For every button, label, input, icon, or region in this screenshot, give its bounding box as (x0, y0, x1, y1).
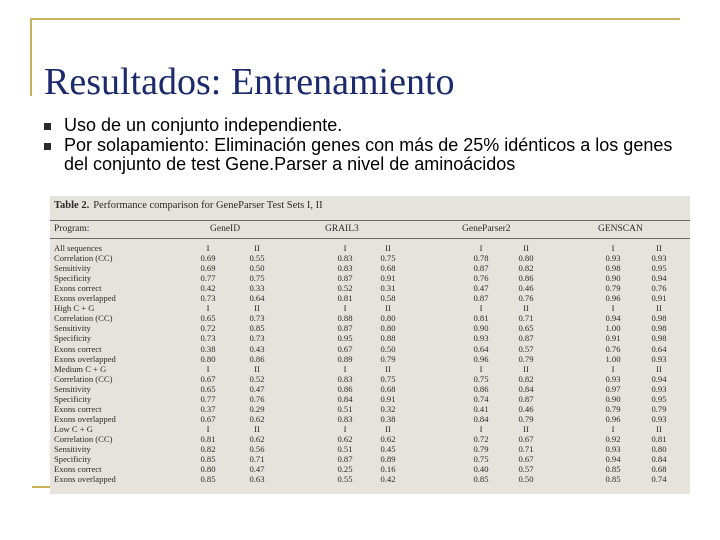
table-cell: 0.73 (200, 293, 216, 304)
table-cell: 0.96 (605, 293, 621, 304)
table-cell: 0.89 (380, 454, 396, 465)
table-cell: 0.67 (518, 433, 534, 444)
table-cell: I (206, 423, 210, 434)
table-cell: 0.51 (337, 444, 353, 454)
table-cell: 0.98 (605, 263, 621, 274)
table-row (50, 284, 690, 294)
table-cell: 0.68 (380, 383, 396, 394)
table-cell: 0.87 (337, 273, 353, 284)
table-cell: II (254, 423, 260, 434)
table-cell: 0.81 (651, 433, 667, 444)
bullet-item (44, 136, 684, 174)
table-cell: 0.87 (337, 454, 353, 465)
table-cell: 0.90 (473, 323, 489, 334)
table-cell: 0.90 (605, 273, 621, 284)
table-cell: 0.82 (200, 444, 216, 454)
table-cell: 0.96 (473, 353, 489, 364)
table-cell: I (206, 363, 210, 374)
table-cell: 0.83 (337, 263, 353, 274)
table-cell: 0.85 (200, 474, 216, 485)
table-cell: 0.96 (605, 413, 621, 424)
row-label: Sensitivity (54, 323, 91, 334)
table-cell: 0.94 (651, 273, 667, 284)
table-cell: 0.62 (249, 433, 265, 444)
header-program-genscan: GENSCAN (598, 224, 643, 234)
table-cell: 0.95 (651, 263, 667, 274)
table-cell: 0.88 (380, 333, 396, 344)
table-cell: 0.95 (651, 393, 667, 404)
table-row (50, 475, 690, 485)
row-label: Exons overlapped (54, 293, 116, 304)
table-cell: 0.71 (249, 454, 265, 465)
table-cell: 0.73 (200, 333, 216, 344)
table-cell: 0.67 (200, 413, 216, 424)
row-label: Exons correct (54, 343, 102, 354)
table-cell: 0.64 (473, 343, 489, 354)
table-cell: I (611, 423, 615, 434)
table-row (50, 445, 690, 455)
table-cell: 0.88 (337, 313, 353, 324)
table-caption-label: Table 2. (54, 200, 90, 211)
table-cell: 0.76 (651, 283, 667, 294)
table-cell: 0.68 (651, 464, 667, 475)
table-cell: 0.38 (380, 413, 396, 424)
table-cell: 0.85 (605, 464, 621, 475)
table-cell: 0.67 (200, 373, 216, 384)
row-label: Exons correct (54, 464, 102, 475)
table-cell: 0.91 (380, 273, 396, 284)
table-cell: 0.82 (518, 373, 534, 384)
table-cell: II (254, 303, 260, 314)
table-cell: 0.80 (380, 323, 396, 334)
row-label: Sensitivity (54, 263, 91, 274)
table-cell: 0.81 (473, 313, 489, 324)
table-cell: 0.47 (249, 383, 265, 394)
table-cell: 0.80 (200, 353, 216, 364)
table-cell: 0.69 (200, 263, 216, 274)
table-cell: 0.31 (380, 283, 396, 294)
table-row (50, 385, 690, 395)
table-cell: 0.94 (605, 454, 621, 465)
row-label: Exons correct (54, 283, 102, 294)
table-cell: 0.76 (249, 393, 265, 404)
table-cell: 0.79 (605, 403, 621, 414)
table-cell: 0.55 (249, 253, 265, 264)
table-cell: 0.72 (473, 433, 489, 444)
table-cell: 0.75 (473, 454, 489, 465)
table-cell: 0.85 (473, 474, 489, 485)
table-row (50, 375, 690, 385)
table-cell: 0.87 (518, 333, 534, 344)
table-cell: I (611, 363, 615, 374)
table-cell: II (656, 423, 662, 434)
table-cell: 0.91 (380, 393, 396, 404)
row-label: Specificity (54, 273, 92, 284)
table-cell: 0.63 (249, 474, 265, 485)
table-row (50, 294, 690, 304)
bullet-text: Uso de un conjunto independiente. (64, 115, 343, 135)
table-cell: II (523, 423, 529, 434)
row-label: All sequences (54, 243, 102, 253)
row-label: Exons overlapped (54, 353, 116, 364)
table-row (50, 244, 690, 254)
table-cell: 0.71 (518, 313, 534, 324)
table-cell: 0.72 (200, 323, 216, 334)
row-label: Medium C + G (54, 363, 107, 374)
table-cell: 0.16 (380, 464, 396, 475)
decorative-left-line (30, 18, 32, 96)
header-program-label: Program: (54, 224, 90, 234)
table-row (50, 465, 690, 475)
table-row (50, 425, 690, 435)
row-label: Specificity (54, 333, 92, 344)
table-caption-text: Performance comparison for GeneParser Test Sets I, II (93, 200, 323, 211)
table-row (50, 304, 690, 314)
table-cell: 0.84 (651, 454, 667, 465)
table-cell: 0.86 (249, 353, 265, 364)
row-label: Exons overlapped (54, 413, 116, 424)
table-scan (50, 196, 690, 494)
table-cell: 0.89 (337, 353, 353, 364)
bullet-list (44, 116, 684, 175)
table-cell: 0.33 (249, 283, 265, 294)
table-cell: 0.77 (200, 273, 216, 284)
table-cell: 0.50 (380, 343, 396, 354)
table-cell: 0.79 (518, 413, 534, 424)
table-cell: 0.65 (200, 383, 216, 394)
table-cell: 0.93 (605, 253, 621, 264)
table-cell: 0.90 (605, 393, 621, 404)
header-program-grail3: GRAIL3 (325, 224, 359, 234)
table-cell: 0.87 (473, 293, 489, 304)
table-cell: II (523, 243, 529, 253)
table-cell: 0.84 (337, 393, 353, 404)
bullet-square-icon (44, 143, 51, 150)
row-label: Correlation (CC) (54, 313, 113, 324)
table-cell: 0.38 (200, 343, 216, 354)
table-cell: 0.87 (337, 323, 353, 334)
table-cell: 0.47 (473, 283, 489, 294)
table-cell: 0.76 (605, 343, 621, 354)
table-cell: 0.87 (473, 263, 489, 274)
table-cell: 0.50 (518, 474, 534, 485)
table-row (50, 334, 690, 344)
table-cell: I (479, 363, 483, 374)
table-cell: 0.82 (518, 263, 534, 274)
table-cell: II (385, 243, 391, 253)
table-row (50, 395, 690, 405)
table-cell: 0.77 (200, 393, 216, 404)
table-cell: II (385, 363, 391, 374)
bullet-item (44, 116, 684, 135)
table-cell: 0.62 (337, 433, 353, 444)
table-cell: 0.42 (200, 283, 216, 294)
table-cell: 0.93 (651, 253, 667, 264)
table-cell: I (206, 303, 210, 314)
table-cell: 0.75 (473, 373, 489, 384)
table-row (50, 365, 690, 375)
table-cell: 0.73 (249, 333, 265, 344)
table-cell: 0.79 (380, 353, 396, 364)
table-cell: 0.80 (200, 464, 216, 475)
table-cell: 0.94 (651, 373, 667, 384)
table-cell: 0.94 (605, 313, 621, 324)
table-cell: I (479, 303, 483, 314)
table-row (50, 345, 690, 355)
table-cell: 1.00 (605, 323, 621, 334)
table-cell: I (611, 303, 615, 314)
table-cell: 0.92 (605, 433, 621, 444)
table-cell: II (385, 423, 391, 434)
table-cell: 0.64 (249, 293, 265, 304)
table-cell: 0.41 (473, 403, 489, 414)
row-label: Exons overlapped (54, 474, 116, 485)
table-cell: 0.86 (473, 383, 489, 394)
table-cell: 0.95 (337, 333, 353, 344)
row-label: Low C + G (54, 423, 93, 434)
table-cell: II (254, 243, 260, 253)
table-cell: II (523, 303, 529, 314)
table-cell: 1.00 (605, 353, 621, 364)
table-cell: 0.67 (518, 454, 534, 465)
table-row (50, 324, 690, 334)
row-label: Sensitivity (54, 383, 91, 394)
table-caption (54, 200, 323, 211)
table-rule (50, 238, 690, 239)
table-cell: 0.68 (380, 263, 396, 274)
table-row (50, 355, 690, 365)
table-cell: 0.81 (337, 293, 353, 304)
table-row (50, 264, 690, 274)
table-cell: II (523, 363, 529, 374)
table-cell: 0.56 (249, 444, 265, 454)
table-cell: 0.79 (651, 403, 667, 414)
table-cell: 0.84 (473, 413, 489, 424)
table-cell: 0.29 (249, 403, 265, 414)
table-cell: 0.91 (651, 293, 667, 304)
table-cell: 0.93 (651, 353, 667, 364)
table-cell: I (343, 423, 347, 434)
table-cell: 0.74 (473, 393, 489, 404)
table-cell: 0.83 (337, 413, 353, 424)
table-cell: 0.76 (473, 273, 489, 284)
table-cell: I (479, 243, 483, 253)
row-label: Exons correct (54, 403, 102, 414)
table-cell: 0.47 (249, 464, 265, 475)
table-cell: 0.86 (337, 383, 353, 394)
table-row (50, 274, 690, 284)
table-cell: 0.93 (605, 373, 621, 384)
table-cell: I (479, 423, 483, 434)
table-cell: 0.80 (651, 444, 667, 454)
table-cell: 0.86 (518, 273, 534, 284)
table-cell: 0.73 (249, 313, 265, 324)
row-label: Correlation (CC) (54, 373, 113, 384)
table-cell: 0.57 (518, 464, 534, 475)
table-cell: 0.84 (518, 383, 534, 394)
table-cell: 0.80 (380, 313, 396, 324)
table-cell: 0.69 (200, 253, 216, 264)
table-cell: 0.87 (518, 393, 534, 404)
table-cell: 0.43 (249, 343, 265, 354)
table-cell: I (611, 243, 615, 253)
header-program-geneparser2: GeneParser2 (462, 224, 511, 234)
table-cell: 0.62 (249, 413, 265, 424)
table-cell: I (206, 243, 210, 253)
table-row (50, 254, 690, 264)
table-row (50, 415, 690, 425)
table-cell: 0.52 (337, 283, 353, 294)
table-rule (50, 220, 690, 221)
table-cell: 0.55 (337, 474, 353, 485)
table-cell: 0.46 (518, 283, 534, 294)
table-cell: 0.64 (651, 343, 667, 354)
table-row (50, 314, 690, 324)
table-cell: 0.93 (473, 333, 489, 344)
table-cell: 0.98 (651, 313, 667, 324)
table-cell: 0.83 (337, 253, 353, 264)
table-cell: 0.65 (518, 323, 534, 334)
table-cell: 0.50 (249, 263, 265, 274)
row-label: Correlation (CC) (54, 253, 113, 264)
table-cell: 0.93 (651, 383, 667, 394)
table-cell: 0.81 (200, 433, 216, 444)
table-cell: 0.97 (605, 383, 621, 394)
table-cell: 0.85 (605, 474, 621, 485)
table-cell: 0.91 (605, 333, 621, 344)
bullet-square-icon (44, 123, 51, 130)
row-label: Specificity (54, 454, 92, 465)
table-cell: II (385, 303, 391, 314)
table-cell: 0.32 (380, 403, 396, 414)
table-cell: 0.85 (200, 454, 216, 465)
table-cell: 0.25 (337, 464, 353, 475)
table-cell: II (656, 303, 662, 314)
table-cell: 0.85 (249, 323, 265, 334)
header-program-geneid: GeneID (210, 224, 241, 234)
slide-title: Resultados: Entrenamiento (44, 61, 455, 103)
table-cell: I (343, 243, 347, 253)
table-cell: 0.80 (518, 253, 534, 264)
table-cell: 0.46 (518, 403, 534, 414)
table-row (50, 405, 690, 415)
table-cell: 0.42 (380, 474, 396, 485)
table-cell: 0.58 (380, 293, 396, 304)
table-cell: 0.79 (605, 283, 621, 294)
decorative-top-line (32, 18, 680, 20)
table-cell: 0.98 (651, 333, 667, 344)
table-cell: 0.57 (518, 343, 534, 354)
row-label: High C + G (54, 303, 95, 314)
table-cell: I (343, 303, 347, 314)
table-cell: I (343, 363, 347, 374)
table-cell: 0.93 (605, 444, 621, 454)
table-cell: 0.98 (651, 323, 667, 334)
table-cell: 0.93 (651, 413, 667, 424)
table-cell: 0.79 (473, 444, 489, 454)
table-cell: 0.45 (380, 444, 396, 454)
table-cell: 0.76 (518, 293, 534, 304)
row-label: Sensitivity (54, 444, 91, 454)
table-cell: 0.79 (518, 353, 534, 364)
table-cell: 0.51 (337, 403, 353, 414)
row-label: Specificity (54, 393, 92, 404)
table-row (50, 455, 690, 465)
table-cell: II (656, 363, 662, 374)
table-cell: II (656, 243, 662, 253)
table-cell: 0.75 (380, 253, 396, 264)
table-row (50, 435, 690, 445)
table-cell: 0.40 (473, 464, 489, 475)
table-cell: 0.52 (249, 373, 265, 384)
table-cell: 0.75 (380, 373, 396, 384)
table-cell: 0.65 (200, 313, 216, 324)
table-cell: 0.78 (473, 253, 489, 264)
table-cell: 0.37 (200, 403, 216, 414)
table-cell: 0.71 (518, 444, 534, 454)
table-cell: 0.67 (337, 343, 353, 354)
table-cell: 0.75 (249, 273, 265, 284)
table-cell: 0.62 (380, 433, 396, 444)
table-cell: 0.83 (337, 373, 353, 384)
table-cell: II (254, 363, 260, 374)
table-cell: 0.74 (651, 474, 667, 485)
bullet-text: Por solapamiento: Eliminación genes con más de 25% idénticos a los genes del conjunto de test Gene.Parser a nivel de aminoácidos (64, 135, 673, 174)
row-label: Correlation (CC) (54, 433, 113, 444)
